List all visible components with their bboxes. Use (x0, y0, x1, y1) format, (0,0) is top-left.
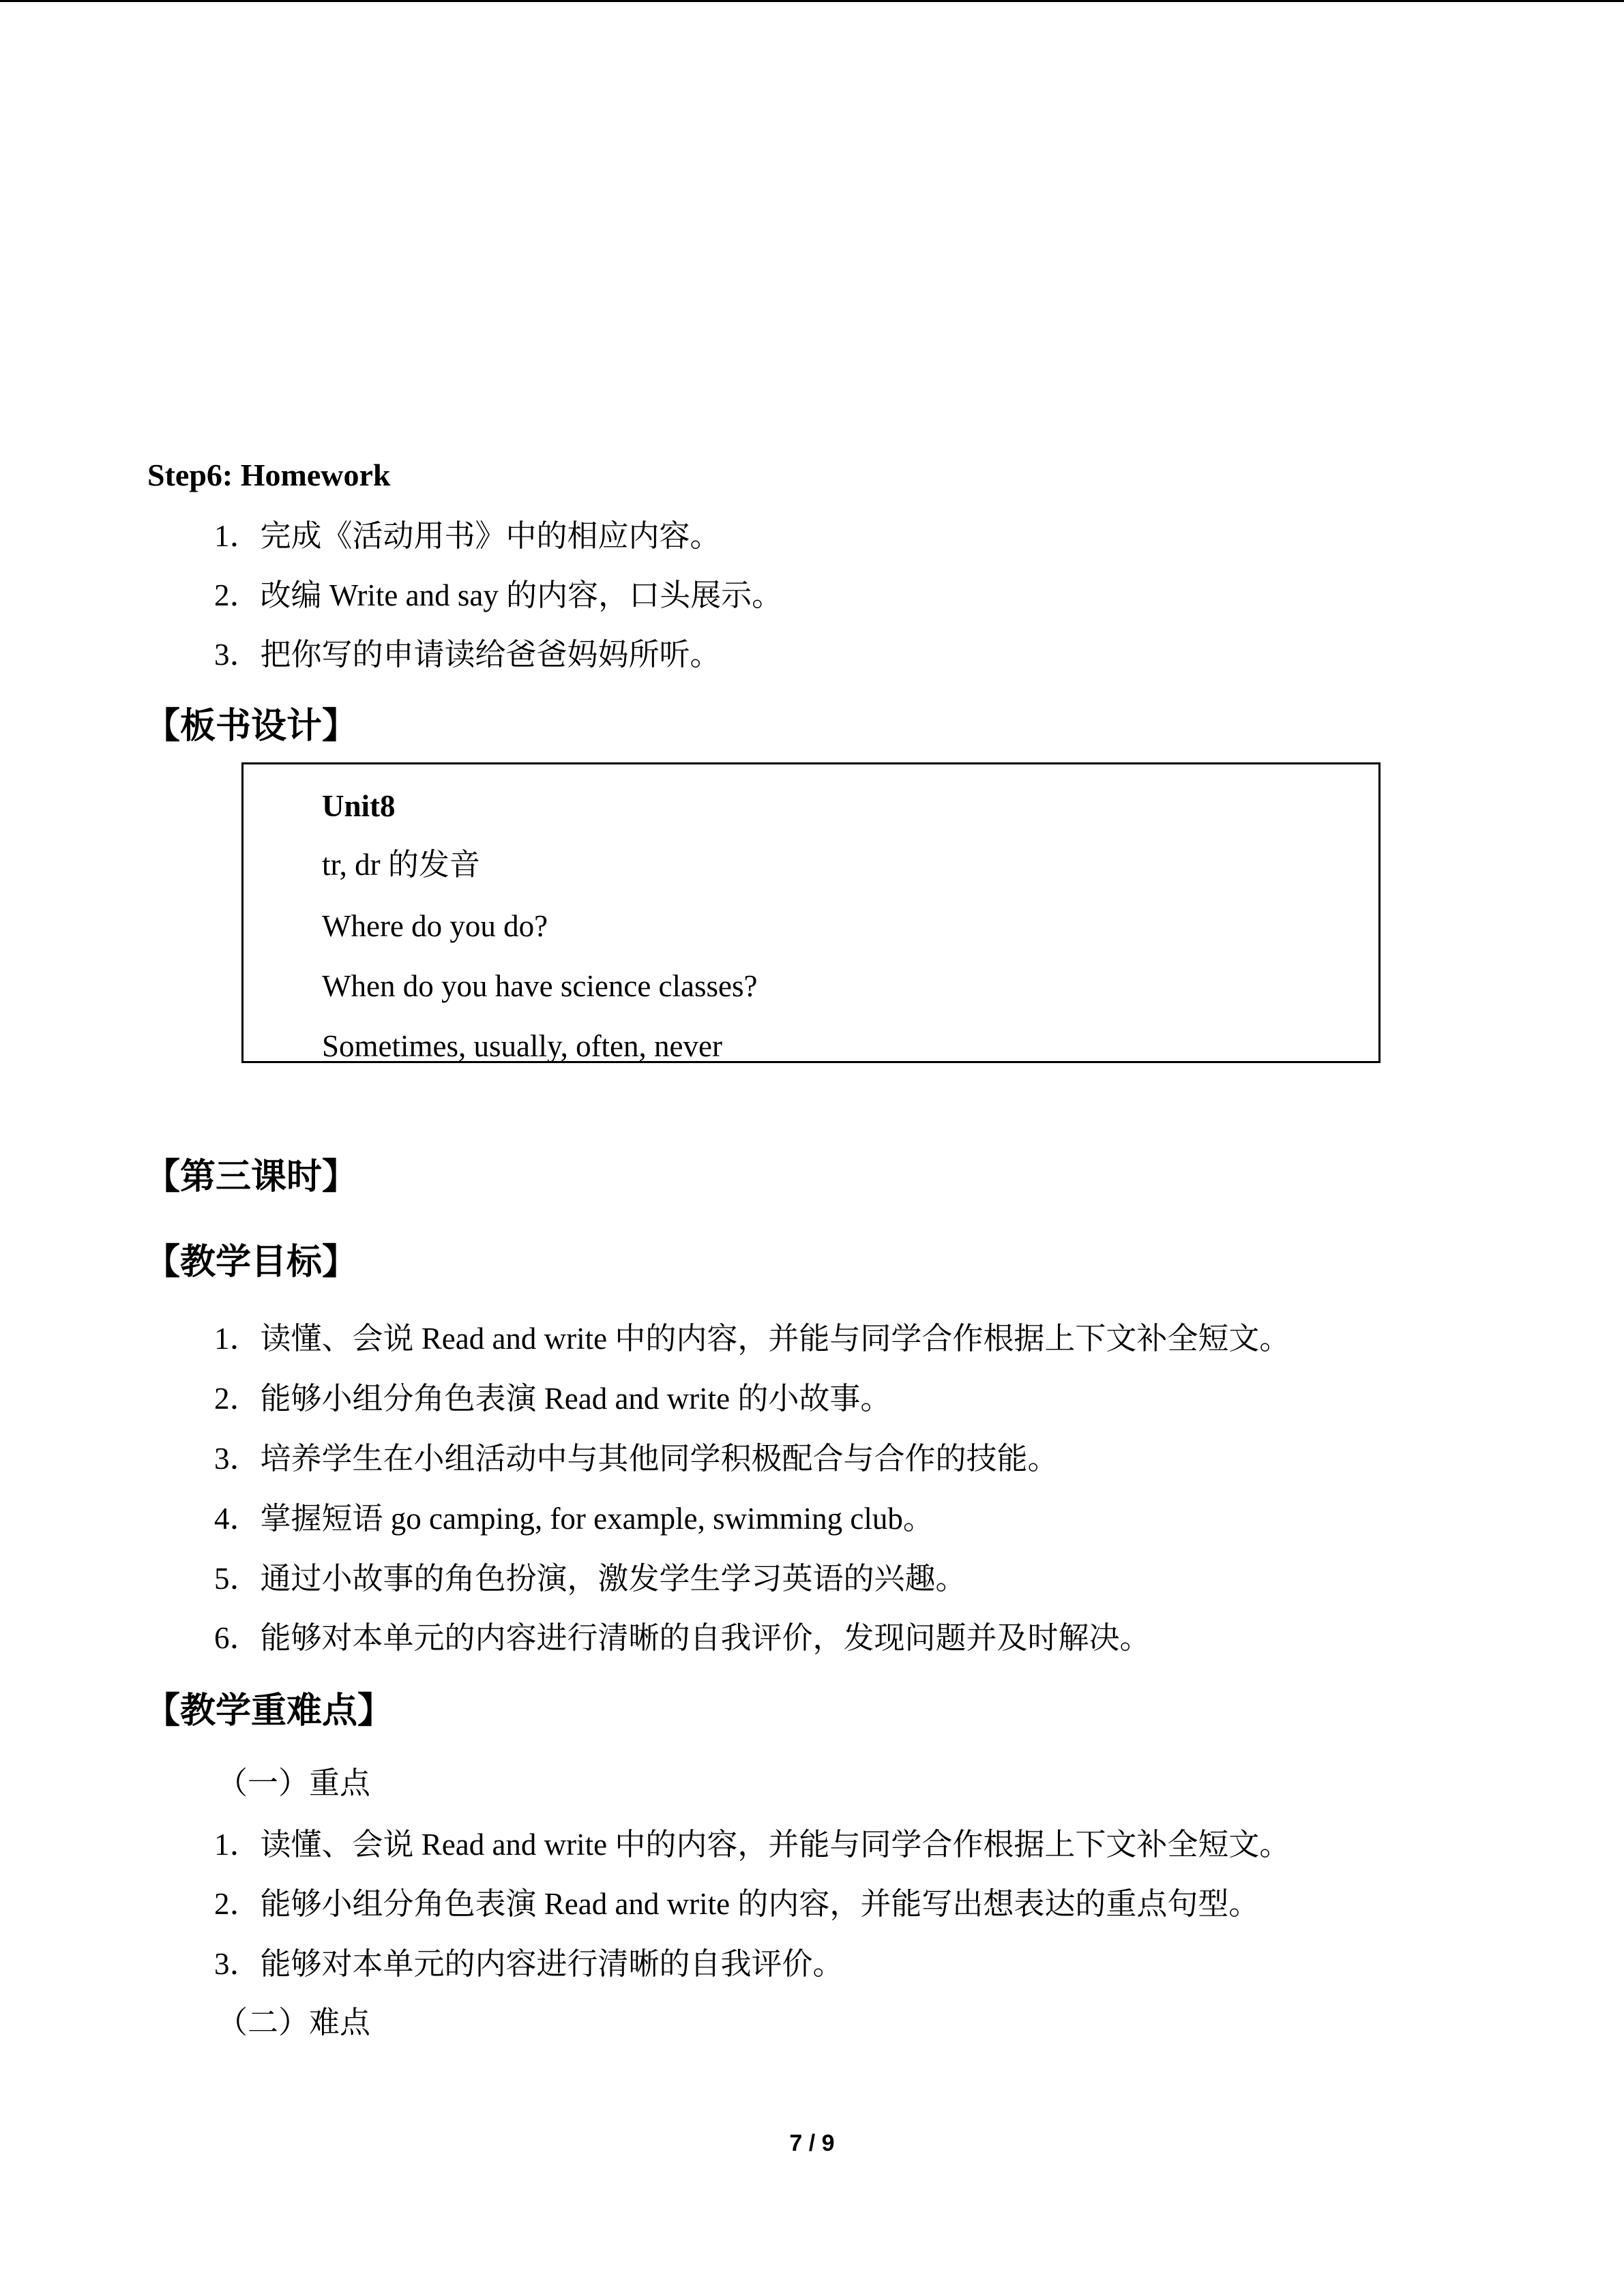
lesson3-heading: 【第三课时】 (145, 1157, 358, 1197)
board-design-heading: 【板书设计】 (145, 706, 358, 747)
board-line-3: When do you have science classes? (322, 969, 758, 1003)
key-points-heading: 【教学重难点】 (145, 1690, 394, 1731)
objective-item-1: 1．读懂、会说 Read and write 中的内容，并能与同学合作根据上下文补全短文。 (214, 1322, 1290, 1356)
homework-item-1: 1．完成《活动用书》中的相应内容。 (214, 519, 721, 553)
board-line-2: Where do you do? (322, 909, 548, 943)
homework-item-2: 2．改编 Write and say 的内容，口头展示。 (214, 578, 783, 612)
focus-item-3: 3．能够对本单元的内容进行清晰的自我评价。 (214, 1947, 844, 1981)
objective-item-4: 4．掌握短语 go camping, for example, swimming club。 (214, 1502, 934, 1536)
objectives-heading: 【教学目标】 (145, 1242, 358, 1283)
board-line-1: tr, dr 的发音 (322, 848, 480, 882)
board-unit-title: Unit8 (322, 789, 396, 823)
focus-item-1: 1．读懂、会说 Read and write 中的内容，并能与同学合作根据上下文补全短文。 (214, 1828, 1290, 1862)
objective-item-2: 2．能够小组分角色表演 Read and write 的小故事。 (214, 1382, 891, 1416)
focus-label: （一）重点 (217, 1766, 371, 1800)
homework-title: Step6: Homework (147, 458, 391, 492)
difficulty-label: （二）难点 (217, 2006, 371, 2040)
page-top-border (0, 0, 1624, 2)
objective-item-3: 3．培养学生在小组活动中与其他同学积极配合与合作的技能。 (214, 1442, 1059, 1476)
page-number: 7 / 9 (789, 2130, 835, 2156)
focus-item-2: 2．能够小组分角色表演 Read and write 的内容，并能写出想表达的重点句型。 (214, 1887, 1260, 1921)
homework-item-3: 3．把你写的申请读给爸爸妈妈所听。 (214, 638, 721, 672)
objective-item-6: 6．能够对本单元的内容进行清晰的自我评价，发现问题并及时解决。 (214, 1621, 1151, 1655)
objective-item-5: 5．通过小故事的角色扮演，激发学生学习英语的兴趣。 (214, 1562, 966, 1596)
board-line-4: Sometimes, usually, often, never (322, 1029, 722, 1063)
